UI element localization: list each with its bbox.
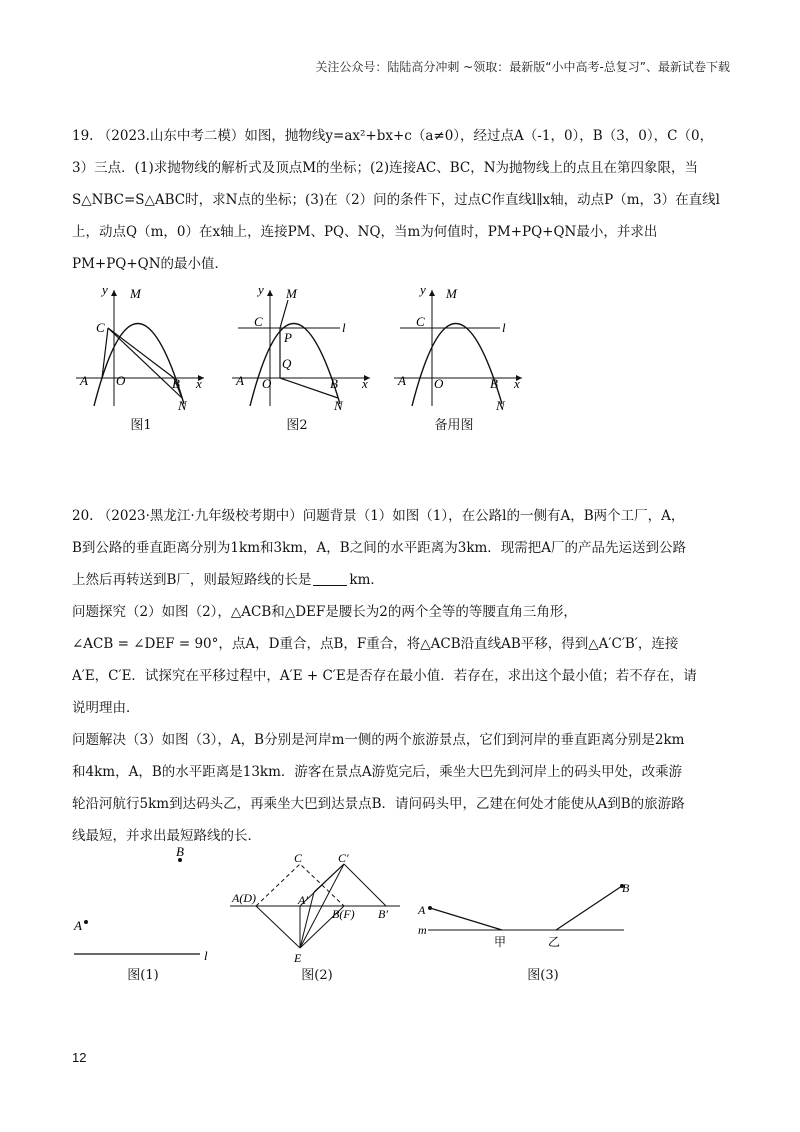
point-label-B: B xyxy=(490,376,498,391)
caption-spare: 备用图 xyxy=(434,418,474,433)
caption-q20-fig3: 图(3) xyxy=(527,968,559,983)
caption-fig2: 图2 xyxy=(286,418,308,433)
point-label-Q: Q xyxy=(282,356,292,371)
unit-text: km． xyxy=(349,572,384,588)
point-label-B: B xyxy=(172,376,180,391)
question-19 xyxy=(72,120,732,280)
point-label-A: A xyxy=(236,373,244,388)
point-label-N: N xyxy=(178,398,187,412)
q19-line: 上，动点Q（m，0）在x轴上，连接PM、PQ、NQ，当m为何值时，PM+PQ+QN最小，并求出 xyxy=(72,224,658,240)
point-label-M: M xyxy=(446,286,457,301)
point-label-C: C xyxy=(416,314,425,329)
point-label-AD: A(D) xyxy=(232,891,256,905)
q20-figure-1 xyxy=(72,842,222,972)
point-label-BF: B(F) xyxy=(332,907,355,921)
point-label-A-prime: A′ xyxy=(298,893,308,907)
point-label-B: B xyxy=(176,844,184,859)
point-label-C: C xyxy=(96,320,105,335)
q20-line: 和4km，A，B的水平距离是13km．游客在景点A游览完后，乘坐大巴先到河岸上的码头甲处，改乘游 xyxy=(72,764,683,780)
point-label-O: O xyxy=(262,376,272,391)
question-20 xyxy=(72,500,732,852)
point-label-B-prime: B′ xyxy=(378,907,388,921)
road-label-l: l xyxy=(204,948,208,963)
page-header: 关注公众号：陆陆高分冲刺 ~领取：最新版“小中高考-总复习”、最新试卷下载 xyxy=(315,60,730,74)
q20-line: B到公路的垂直距离分别为1km和3km，A，B之间的水平距离为3km．现需把A厂的产品先运送到公路 xyxy=(72,540,687,556)
river-label-m: m xyxy=(418,923,427,937)
x-axis-label: x xyxy=(514,376,520,391)
q20-line: ∠ACB = ∠DEF = 90°，点A，D重合，点B，F重合，将△ACB沿直线AB平移，得到△A′C′B′，连接 xyxy=(72,636,679,652)
q19-line: S△NBC=S△ABC时，求N点的坐标；(3)在（2）问的条件下，过点C作直线l∥x轴，动点P（m，3）在直线l xyxy=(72,192,720,208)
point-label-C: C xyxy=(254,314,263,329)
q20-figure-3 xyxy=(414,872,636,966)
point-label-C-prime: C′ xyxy=(338,852,349,865)
q19-line: PM+PQ+QN的最小值． xyxy=(72,256,229,272)
q19-figure-2 xyxy=(228,282,378,412)
line-label-l: l xyxy=(502,320,506,335)
dock-label-yi: 乙 xyxy=(548,935,561,949)
x-axis-label: x xyxy=(362,376,368,391)
point-label-P: P xyxy=(284,330,292,345)
caption-q20-fig2: 图(2) xyxy=(301,968,333,983)
line-label-l: l xyxy=(342,320,346,335)
q19-line: 19. （2023.山东中考二模）如图，抛物线y=ax²+bx+c（a≠0），经过点A（-1，0），B（3，0），C（0， xyxy=(72,128,714,144)
point-label-N: N xyxy=(334,398,343,412)
point-label-M: M xyxy=(286,286,297,301)
q19-figure-1 xyxy=(72,282,212,412)
q20-line: A′E，C′E．试探究在平移过程中，A′E + C′E是否存在最小值．若存在，求出这个最小值；若不存在，请 xyxy=(72,668,697,684)
q20-line: 轮沿河航行5km到达码头乙，再乘坐大巴到达景点B．请问码头甲，乙建在何处才能使从A到B的旅游路 xyxy=(72,796,685,812)
y-axis-label: y xyxy=(102,282,108,297)
q20-line-text: 上然后再转送到B厂，则最短路线的长是 xyxy=(72,572,312,588)
caption-fig1: 图1 xyxy=(130,418,152,433)
point-label-B: B xyxy=(622,881,630,895)
point-label-M: M xyxy=(130,286,141,301)
dock-label-jia: 甲 xyxy=(494,935,507,949)
answer-blank[interactable] xyxy=(313,571,347,586)
point-label-O: O xyxy=(434,376,444,391)
point-label-A: A xyxy=(418,903,426,917)
x-axis-label: x xyxy=(196,376,202,391)
q20-line: 线最短，并求出最短路线的长． xyxy=(72,828,261,844)
point-label-B: B xyxy=(330,376,338,391)
page-number: 12 xyxy=(72,1050,87,1065)
point-label-C: C xyxy=(294,852,303,865)
point-label-A: A xyxy=(80,373,88,388)
q20-figure-2 xyxy=(228,852,408,964)
point-label-A: A xyxy=(74,918,82,933)
q20-line: 问题探究（2）如图（2），△ACB和△DEF是腰长为2的两个全等的等腰直角三角形， xyxy=(72,604,577,620)
q20-line-answer xyxy=(72,564,732,596)
q20-line: 问题解决（3）如图（3），A，B分别是河岸m一侧的两个旅游景点，它们到河岸的垂直距离分别是2km xyxy=(72,732,685,748)
q20-line: 说明理由． xyxy=(72,700,140,716)
y-axis-label: y xyxy=(258,282,264,297)
q19-figure-spare xyxy=(390,282,530,412)
y-axis-label: y xyxy=(420,282,426,297)
caption-q20-fig1: 图(1) xyxy=(127,968,159,983)
q19-line: 3）三点．(1)求抛物线的解析式及顶点M的坐标；(2)连接AC、BC，N为抛物线上的点且在第四象限，当 xyxy=(72,160,699,176)
point-label-A: A xyxy=(398,373,406,388)
q20-line: 20. （2023·黑龙江·九年级校考期中）问题背景（1）如图（1），在公路l的一侧有A，B两个工厂，A， xyxy=(72,508,685,524)
point-label-E: E xyxy=(294,951,302,964)
point-label-N: N xyxy=(496,398,505,412)
point-label-O: O xyxy=(116,373,126,388)
